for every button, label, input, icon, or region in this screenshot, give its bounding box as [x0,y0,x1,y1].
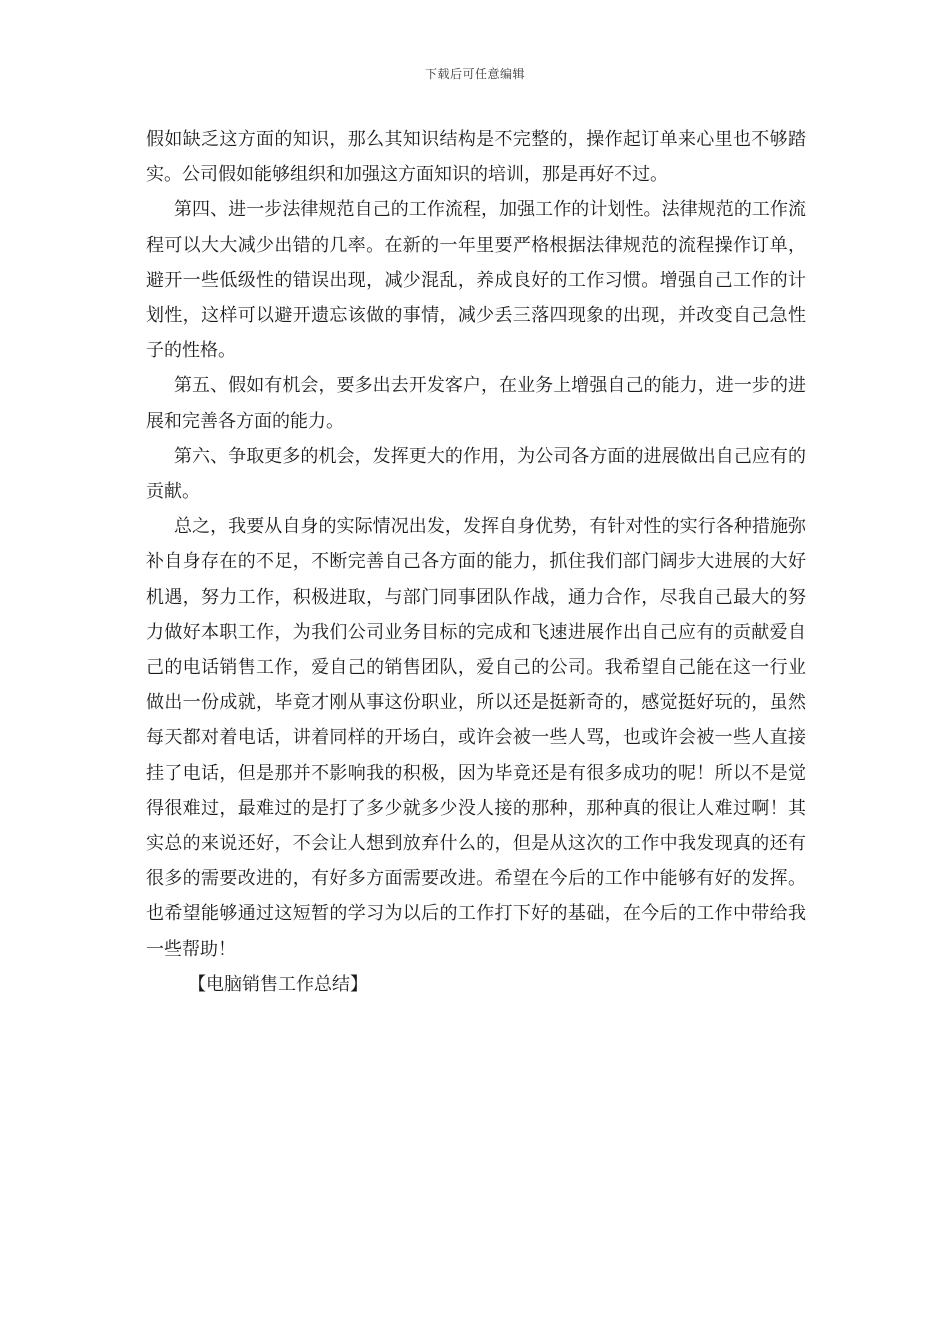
section-title-closing: 【电脑销售工作总结】 [188,973,368,995]
paragraph-point-five: 第五、假如有机会，要多出去开发客户，在业务上增强自己的能力，进一步的进展和完善各方面的能力。 [146,375,806,432]
paragraph-point-four: 第四、进一步法律规范自己的工作流程，加强工作的计划性。法律规范的工作流程可以大大减少出错的几率。在新的一年里要严格根据法律规范的流程操作订单，避开一些低级性的错误出现，减少混乱，养成良好的工作习惯。增强自己工作的计划性，这样可以避开遗忘该做的事情，减少丢三落四现象的出现，并改变自己急性子的性格。 [146,199,806,362]
paragraph-continuation: 假如缺乏这方面的知识，那么其知识结构是不完整的，操作起订单来心里也不够踏实。公司假如能够组织和加强这方面知识的培训，那是再好不过。 [146,129,806,186]
document-body [146,122,806,1002]
paragraph-point-six: 第六、争取更多的机会，发挥更大的作用，为公司各方面的进展做出自己应有的贡献。 [146,445,806,503]
paragraph-summary: 总之，我要从自身的实际情况出发，发挥自身优势，有针对性的实行各种措施弥补自身存在的不足，不断完善自己各方面的能力，抓住我们部门阔步大进展的大好机遇，努力工作，积极进取，与部门同事团队作战，通力合作，尽我自己最大的努力做好本职工作，为我们公司业务目标的完成和飞速进展作出自己应有的贡献爱自己的电话销售工作，爱自己的销售团队，爱自己的公司。我希望自己能在这一行业做出一份成就，毕竟才刚从事这份职业，所以还是挺新奇的，感觉挺好玩的，虽然每天都对着电话，讲着同样的开场白，或许会被一些人骂，也或许会被一些人直接挂了电话，但是那并不影响我的积极，因为毕竟还是有很多成功的呢！所以不是觉得很难过，最难过的是打了多少就多少没人接的那种，那种真的很让人难过啊！其实总的来说还好，不会让人想到放弃什么的，但是从这次的工作中我发现真的还有很多的需要改进的，有好多方面需要改进。希望在今后的工作中能够有好的发挥。也希望能够通过这短暂的学习为以后的工作打下好的基础，在今后的工作中带给我一些帮助！ [146,516,806,960]
page-header: 下载后可任意编辑 [424,67,525,81]
